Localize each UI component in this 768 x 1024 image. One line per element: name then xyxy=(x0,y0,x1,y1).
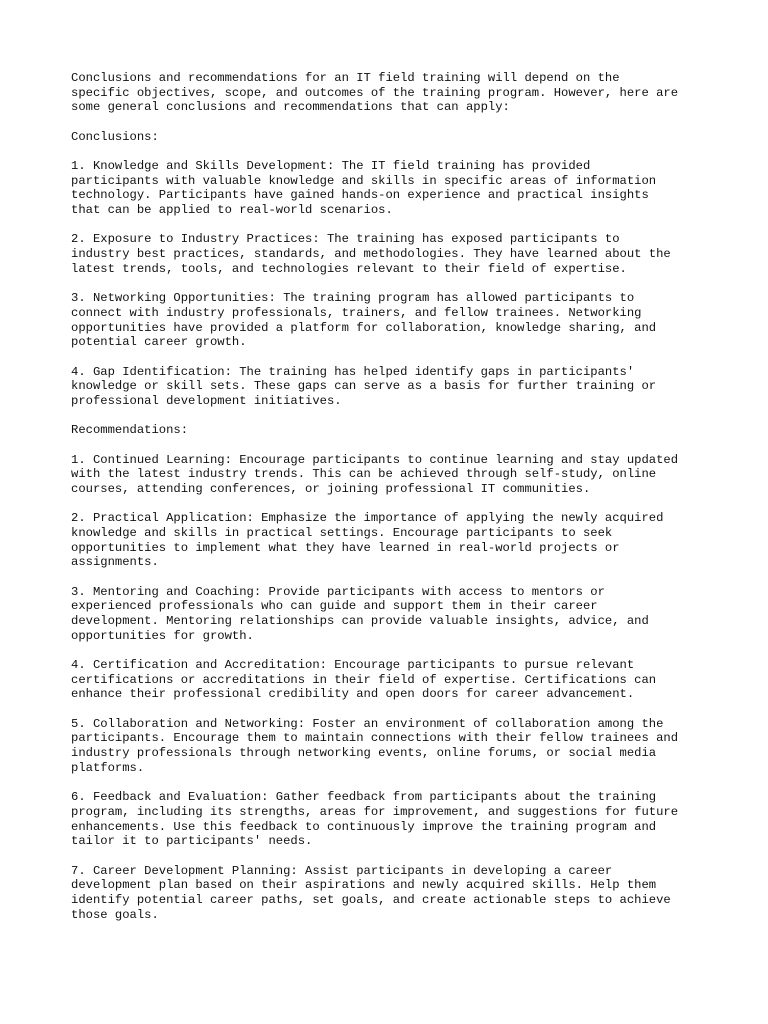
conclusions-heading: Conclusions: xyxy=(71,129,159,144)
conclusion-item-4: 4. Gap Identification: The training has helped identify gaps in participants' knowledge or skill sets. These gaps can serve as a basis for further training or professional development initiatives. xyxy=(71,364,657,408)
recommendation-item-2: 2. Practical Application: Emphasize the importance of applying the newly acquired knowledge and skills in practical settings. Encourage participants to seek opportunities to implement what they have learned in real-world projects or assignments. xyxy=(71,511,664,570)
intro-paragraph: Conclusions and recommendations for an IT field training will depend on the specific objectives, scope, and outcomes of the training program. However, here are some general conclusions and recommendations that can apply: xyxy=(71,71,679,115)
recommendation-item-4: 4. Certification and Accreditation: Encourage participants to pursue relevant certifications or accreditations in their field of expertise. Certifications can enhance their professional credibility and open doors for career advancement. xyxy=(71,658,657,702)
conclusion-item-2: 2. Exposure to Industry Practices: The training has exposed participants to industry best practices, standards, and methodologies. They have learned about the latest trends, tools, and technologies relevant to their field of expertise. xyxy=(71,232,671,276)
recommendations-heading: Recommendations: xyxy=(71,423,189,438)
conclusion-item-3: 3. Networking Opportunities: The training program has allowed participants to connect with industry professionals, trainers, and fellow trainees. Networking opportunities have provided a platform for collaboration, knowledge sharing, and potential career growth. xyxy=(71,291,657,350)
recommendation-item-6: 6. Feedback and Evaluation: Gather feedback from participants about the training program, including its strengths, areas for improvement, and suggestions for future enhancements. Use this feedback to continuously improve the training program and tailor it to participants' needs. xyxy=(71,790,679,849)
recommendation-item-5: 5. Collaboration and Networking: Foster an environment of collaboration among the participants. Encourage them to maintain connections with their fellow trainees and industry professionals through networking events, online forums, or social media platforms. xyxy=(71,716,679,775)
recommendation-item-7: 7. Career Development Planning: Assist participants in developing a career development plan based on their aspirations and newly acquired skills. Help them identify potential career paths, set goals, and create actionable steps to achieve those goals. xyxy=(71,863,671,922)
recommendation-item-1: 1. Continued Learning: Encourage participants to continue learning and stay updated with the latest industry trends. This can be achieved through self-study, online courses, attending conferences, or joining professional IT communities. xyxy=(71,452,679,496)
recommendation-item-3: 3. Mentoring and Coaching: Provide participants with access to mentors or experienced professionals who can guide and support them in their career development. Mentoring relationships can provide valuable insights, advice, and opportunities for growth. xyxy=(71,584,649,643)
conclusion-item-1: 1. Knowledge and Skills Development: The IT field training has provided participants with valuable knowledge and skills in specific areas of information technology. Participants have gained hands-on experience and practical insights that can be applied to real-world scenarios. xyxy=(71,159,657,218)
